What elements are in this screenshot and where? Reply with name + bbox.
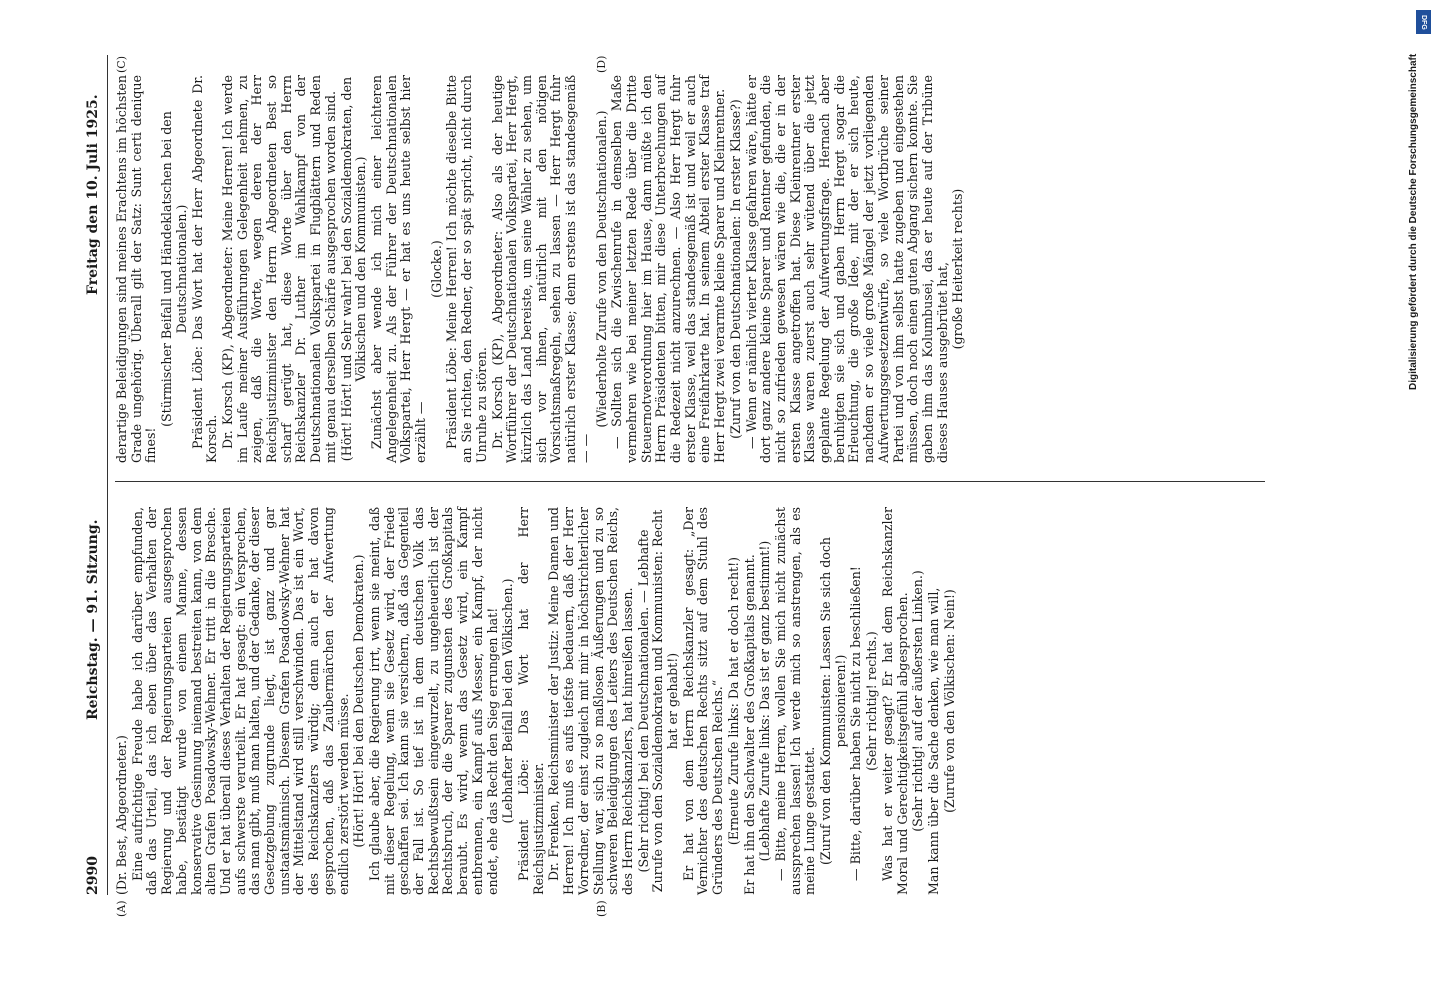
right-column-paragraph: (große Heiterkeit rechts) — [950, 188, 966, 350]
dfg-logo: DFG — [1416, 10, 1431, 34]
right-column-paragraph: — Sollten sich die Zwischenrufe in demselben Maße vermehren wie bei meiner letzten Rede über die Dritte Steuernotverordnung hier im Hause, dann müßte ich den Herrn Präsidenten bitten, mir diese Unterbrechungen auf die Redezeit nicht anzurechnen. — Also Herr Hergt fuhr erster Klasse, weil das standesgemäß ist und weil er auch eine Freifahrkarte hat. In seinem Abteil erster Klasse traf Herr Hergt zwei verarmte kleine Sparer und Kleinrentner. — [609, 75, 728, 463]
right-column-paragraph: (Stürmischer Beifall und Händeklatschen bei den Deutschnationalen.) — [159, 111, 189, 427]
left-column-paragraph: Dr. Frenken, Reichsminister der Justiz: Meine Damen und Herren! Ich muß es aufs tiefste bedauern, daß der Herr Vorredner, der einst zugleich mit mir in höchstrichterlicher Stellung war, sich zu so maßlosen Äußerungen und zu so schweren Beleidigungen des Leiters des Deutschen Reichs, des Herrn Reichskanzlers, hat hinreißen lassen. — [546, 507, 635, 895]
right-column-paragraph: (Wiederholte Zurufe von den Deutschnationalen.) — [593, 110, 609, 428]
left-column-paragraph: Man kann über die Sache denken, wie man will, — [925, 587, 941, 895]
session-date: Freitag den 10. Juli 1925. — [85, 94, 101, 295]
left-column-paragraph: (Dr. Best, Abgeordneter.) — [114, 735, 129, 895]
page-number: 2990 — [85, 856, 101, 895]
left-column-paragraph: (Zurufe von den Völkischen: Nein!) — [941, 589, 957, 813]
left-column-paragraph: Ich glaube aber, die Regierung irrt, wenn sie meint, daß mit dieser Regelung, wenn sie Gesetz wird, der Friede geschaffen sei. Ich kann sie versichern, daß das Gegenteil der Fall ist. So tief ist in dem deutschen Volk das Rechtsbewußtsein eingewurzelt, zu ungeheuerlich ist der Rechtsbruch, der die Sparer zugunsten des Großkapitals beraubt. Es wird, wenn das Gesetz wird, ein Kampf entbrennen, ein Kampf aufs Messer, ein Kampf, der nicht endet, ehe das Recht den Sieg errungen hat! — [366, 507, 500, 895]
margin-mark-d: (D) — [595, 55, 608, 73]
right-column-paragraph: Zunächst aber wende ich mich einer leichteren Angelegenheit zu. Als der Führer der Deutschnationalen Volkspartei, Herr Hergt — er hat es uns heute selbst hier erzählt — — [368, 75, 429, 463]
page-header — [85, 55, 113, 895]
right-column-paragraph: — Wenn er nämlich vierter Klasse gefahren wäre, hätte er dort ganz andere kleine Sparer und Rentner gefunden, die nicht so zufrieden gewesen wären wie die, die er in der ersten Klasse angetroffen hat. Diese Kleinrentner erster Klasse waren zuerst auch sehr wütend über die jetzt geplante Regelung der Aufwertungsfrage. Hernach aber beruhigten sie sich und gaben Herrn Hergt sogar die Erleuchtung, die große Idee, mit der er sich heute, nachdem er so viele große Mängel der jetzt vorliegenden Aufwertungsgesetzentwürfe, so viele Wortbrüche seiner Partei und von ihm selbst hatte zugeben und eingestehen müssen, doch noch einen guten Abgang sichern konnte. Sie gaben ihm das Kolumbusei, das er heute auf der Tribüne dieses Hauses ausgebrütet hat, — [743, 75, 950, 463]
left-column-paragraph: Er hat von dem Herrn Reichskanzler gesagt: „Der Vernichter des deutschen Rechts sitzt auf dem Stuhl des Gründers des Deutschen Reichs.“ — [680, 507, 726, 895]
right-column-paragraph: Präsident Löbe: Das Wort hat der Herr Abgeordnete Dr. Korsch. — [189, 75, 220, 463]
right-column-paragraph: Präsident Löbe: Meine Herren! Ich möchte dieselbe Bitte an Sie richten, den Redner, der so spät spricht, nicht durch Unruhe zu stören. — [444, 75, 489, 463]
left-column-paragraph: Eine aufrichtige Freude habe ich darüber empfunden, daß das Urteil, das ich eben über das Verhalten der Regierung und der Regierungsparteien ausgesprochen habe, bestätigt wurde von einem Manne, dessen konservative Gesinnung niemand bestreiten kann, von dem alten Grafen Posadowsky-Wehner. Er tritt in die Bresche. Und er hat überall dieses Verhalten der Regierungsparteien aufs schwerste verurteilt. Er hat gesagt: ein Versprechen, das man gibt, muß man halten, und der Gedanke, der dieser Gesetzgebung zugrunde liegt, ist ganz und gar unstaatsmännisch. Diesem Grafen Posadowsky-Wehner hat der Mittelstand wird still verschwinden. Das ist ein Wort, des Reichskanzlers würdig; denn auch er hat davon gesprochen, daß das Zaubermärchen der Aufwertung endlich zerstört werden müsse. — [129, 507, 351, 895]
session-title: Reichstag. — 91. Sitzung. — [85, 519, 101, 720]
margin-mark-a: (A) — [115, 900, 128, 917]
margin-mark-b: (B) — [595, 900, 608, 917]
left-column-paragraph: (Sehr richtig! auf der äußersten Linken.) — [910, 570, 926, 832]
left-column — [115, 507, 958, 895]
right-column — [115, 75, 967, 463]
left-column-paragraph: — Bitte, meine Herren, wollen Sie mich nicht zunächst aussprechen lassen! Ich werde mich so anstrengen, als es meine Lunge gestattet. — [772, 507, 818, 895]
left-column-paragraph: (Lebhafte Zurufe links: Das ist er ganz bestimmt!) — [757, 540, 773, 862]
header-rule — [107, 55, 108, 895]
left-column-paragraph: (Lebhafter Beifall bei den Völkischen.) — [500, 578, 516, 824]
right-column-paragraph: (Zuruf von den Deutschnationalen: In erster Klasse?) — [727, 99, 743, 439]
left-column-paragraph: (Hört! Hört! bei den Deutschen Demokraten.) — [351, 554, 367, 848]
digitization-note: Digitalisierung gefördert durch die Deutsche Forschungsgemeinschaft — [1408, 53, 1419, 390]
column-divider — [115, 481, 1265, 482]
margin-mark-c: (C) — [115, 56, 128, 73]
digitization-sidebar — [1408, 8, 1432, 998]
left-column-paragraph: (Sehr richtig! rechts.) — [864, 631, 880, 771]
right-column-paragraph: (Hört! Hört! und Sehr wahr! bei den Sozialdemokraten, den Völkischen und den Kommunisten.) — [338, 76, 369, 462]
left-column-paragraph: Präsident Löbe: Das Wort hat der Herr Reichsjustizminister. — [515, 507, 546, 895]
left-column-paragraph: (Erneute Zurufe links: Da hat er doch recht!) — [725, 556, 741, 846]
right-column-paragraph: Dr. Korsch (KP), Abgeordneter: Also als der heutige Wortführer der Deutschnationalen Volkspartei, Herr Hergt, kürzlich das Land bereiste, um seine Wähler zu sehen, um sich vor ihnen, natürlich mit den nötigen Vorsichtsmaßregeln, sehen zu lassen — Herr Hergt fuhr natürlich erster Klasse; denn erstens ist das standesgemäß — — — [489, 75, 593, 463]
right-column-paragraph: (Glocke.) — [428, 240, 444, 298]
rotated-page-content — [55, 55, 1295, 917]
left-column-paragraph: (Sehr richtig! bei den Deutschnationalen. — Lebhafte Zurufe von den Sozialdemokraten und Kommunisten: Recht hat er gehabt!) — [635, 509, 681, 893]
right-column-paragraph: Dr. Korsch (KP), Abgeordneter: Meine Herren! Ich werde im Laufe meiner Ausführungen Gelegenheit nehmen, zu zeigen, daß die Worte, wegen deren der Herr Reichsjustizminister den Herrn Abgeordneten Best so scharf gerügt hat, diese Worte über den Herrn Reichskanzler Dr. Luther im Wahlkampf von der Deutschnationalen Volkspartei in Flugblättern und Reden mit genau derselben Schärfe ausgesprochen worden sind. — [219, 75, 338, 463]
left-column-paragraph: Was hat er weiter gesagt? Er hat dem Reichskanzler Moral und Gerechtigkeitsgefühl abgesprochen. — [879, 507, 910, 895]
left-column-paragraph: (Zuruf von den Kommunisten: Lassen Sie sich doch pensionieren!) — [818, 536, 848, 866]
left-column-paragraph: Er hat ihn den Sachwalter des Großkapitals genannt. — [741, 554, 757, 895]
left-column-paragraph: — Bitte, darüber haben Sie nicht zu beschließen! — [848, 566, 864, 881]
right-column-paragraph: derartige Beleidigungen sind meines Erachtens im höchsten Grade ungehörig. Überall gilt der Satz: Sunt certi denique fines! — [114, 75, 159, 463]
